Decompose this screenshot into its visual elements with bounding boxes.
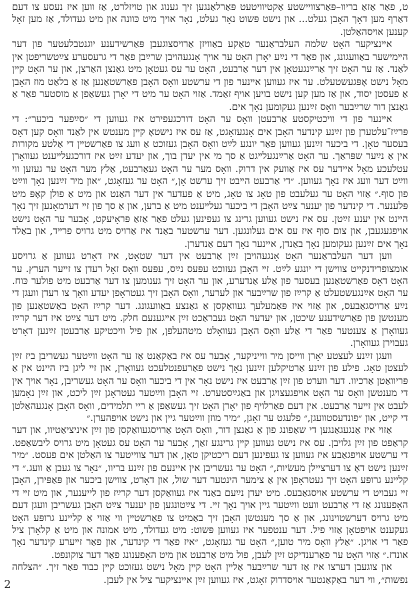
body-text-column bbox=[12, 2, 408, 587]
paragraph-4: ווען דער העלבראַנער האָט אָנגעהויבן זײַן אַרבעט אין דער שטאָט, איז דאָרט געווען אַ גרויסע אומצופרידנקייט צווישן די יונגע לײַט. זײ האָבן געזוכט עפּעס נײַס, עפּעס וואָס זאָל רעדן צו זײער הערץ. ער האָט דאָס פאַרשטאַנען בעסער פון אַלע אַנדערע, און ער האָט זיך גענומען צו דער אַרבעט מיט פולער כּוח. ער האָט אײַנגעשטעלט אַ קרײַז פון שרײַבער און לערער, וואָס האָבן זיך געטראָפן יעדע וואָך צו רעדן וועגן די נײַע אַרויסגאַבעס, און אַזוי איז פּאַמעלעך געוואַקסן אַ גאַנצע באַוועגונג. דער קרײַז האָט באַשטאַנען פון מענטשן פון פאַרשידענע שיכטן, און יעדער האָט געבראַכט זײַן אײגענעם חלק. מיט דער צײַט איז דער קרײַז געוואָרן אַ צענטער פאַר די אַלע וואָס האָבן געוואָלט מיטהעלפן, און פיל וויכטיקע אַרבעטן זײַנען דאָרט געבוירן געוואָרן. bbox=[12, 251, 408, 350]
paragraph-6: אַזוי איז אַנגעגאַנגען די שאַפונג פון אַ גאַנצן דור, וואָס האָט אַרויסגעוואַקסן פון זײַן איניציאַטיוו, און דער קראַפט פון זײַן גלויבן. עס איז נישט געווען קײן גרינגע זאַך, אָבער ער האָט עס געטאָן מיט גרויס ליבשאַפט. די ערשטע אויפגאַבע איז געווען צו געפינען דעם ריכטיקן טאָן, און דער צווייטער צו האַלטן אים פעסט. ״מיר זײַנען נישט דאָ צו דערציילן מעשׂיות,״ האָט ער געשריבן אין איינעם פון זײַנע בריוו, ״נאָר צו געבן אַ וועג.״ די קליינע גרופּע האָט זיך געטראָפן אין אַ צימער הינטער דער שול, און דאָרט, צווישן ביכער און פּאַפּירן, האָבן זײ געבויט די ערשטע אויסגאַבעס. מיט יעדן נײַעם באַנד איז געוואַקסן דער קרײַז פון לייענער, און מיט זײ די האָפענונג אַז די אַרבעט וועט ווײַטער גיין אויך נאָך זײ. די צײַטונגען פון יענער צײַט האָבן געשריבן וועגן דעם מיט גרויס דערשטוינונג, און אַ סך מענטשן האָבן זיך באַמיט צו פאַרשטײן ווי אַזוי אַ קליינע גרופּע האָט געקענט אויפטאָן אַזוי פיל. דער ענטפער איז געווען פּשוט: מיט געדולד, מיט אמונה און מיט אַ קלאָרן ציל פאַר די אויגן. ״אַלץ וואָס מיר טוען,״ האָט ער געזאָגט, ״איז פאַר די קינדער, און פאַר זײערע קינדער נאָך אונדז.״ אַזוי האָט ער פאַרענדיקט זײַן לעבן, פול מיט אַרבעט און מיט האָפענונג פאַר דער צוקונפט. bbox=[12, 425, 408, 561]
paragraph-3: אײנער פון די וויכטיקסטע אַרבעטן וואָס ער האָט דורכגעפירט איז געווען די ״סײַפער ביכער״: די פּרײַז־עלטערן פון זײַנע קינדער האָבן אים אָנגעזאָגט, אַז עס איז נישטאָ קײן מענטש אין לאַנד וואָס קען דאָס בעסער טאָן. די ביכער זײַנען געווען פאַר יונגע לײַט וואָס האָבן געזוכט אַ וועג צו פאַרשטײן די אַלטע מקורות אין אַ נײַער שפּראַך. ער האָט אַרײַנגעלײגט אַ סך מי אין יעדן בוך, און יעדע זײַט איז דורכגעלײענט געוואָרן עטלעכע מאָל איידער עס איז אַוועק אין דרוק. וואָס מער ער האָט געאַרבעט, אַלץ מער האָט ער געזען ווי ווײַט דער וועג איז נאָך געווען. ״די אַרבעט הײבט זיך ערשט אָן,״ האָט ער געזאָגט, ״און מיר זײַנען נאָך ווײַט פון סוף.״ אַזוי האָט ער געלעבט פון טאָג צו טאָג, מיט אַ פעדער אין דער האַנט און מיט אַ פולן קאָפּ מיט פּלענער. די קינדער פון יענער צײַט האָבן די ביכער געלײענט מיט אַ ברען, און אַ סך פון זײ דערמאָנען זיך נאָך היינט אין יענע זײַטן. עס איז נישט געווען גרינג צו געפינען געלט פאַר אַזאַ פּראָיעקט, אָבער ער האָט נישט אויפגעגעבן, און צום סוף איז עס אים געלונגען. דער ערשטער באַנד איז אַרויס מיט גרויס פרײד, און באַלד נאָך אים זײַנען געקומען נאָך באַנדן, איינער נאָך דעם אַנדערן. bbox=[12, 114, 408, 250]
paragraph-2: אײנציקער האָט שלמה העלבראַנער טאַקע באַוויזן אַרויסצוגעבן פּאַרשידענע יוגנטבלעטער פון דער הײמישער באַוועגונג, און פאַר די נײַע יאָרן האָט ער אויך אָנגעהויבן שרײַבן פאַר די גרעסערע צײַטשריפטן אין לאַנד. אַז ער האָט זיך אַרײַנגעטאָן אין דער אַרבעט, האָט ער עס געטאָן מיט גאַנצן האַרצן, און ער האָט קײן מאָל נישט אָפּגעשטעלט. ער איז געווען אײנער פון די ערשטע וואָס האָבן פאַרשטאַנען אַז אַ בלאַט מוז האָבן אַ פעסטן יסוד, און אַז מען קען נישט בויען אויף זאַמד. אַזוי האָט ער מיט די יאָרן געשאַפן אַ מוסטער פאַר אַ גאַנצן דור שרײַבער וואָס זײַנען געקומען נאָך אים. bbox=[12, 39, 408, 113]
page-number: 2 bbox=[4, 578, 11, 591]
paragraph-5: וועגן זײַנע לעצטע יאָרן ווייסן מיר ווייניקער, אָבער עס איז באַקאַנט אַז ער האָט ווײַטער געשריבן ביז זײַן לעצטן טאָג. פילע פון זײַנע אַרטיקלען זײַנען נאָך נישט פאַרעפנטלעכט געוואָרן, און זײ ליגן ביז היינט אין אַ פּריוואַטן אַרכיוו. דער ווערט פון זײַן אַרבעט איז נישט נאָר אין די ביכער וואָס ער האָט געשריבן, נאָר אויך אין די מענטשן וואָס ער האָט אויפגעצויגן און באַגײַסטערט. זײ האָבן ווײַטער געטראָגן זײַן ליכט, און זײַן נאָמען לעבט אין זײער אַרבעט. אין דעם פאַרלויף פון יאָרן האָט זיך געשאַפן אַ ריי תלמידים, וואָס האָבן אָנגעהאַלטן די קייט, און ״פונדעסטוועגן,״ פלעגט ער זאָגן, ״מיר מוזן ווײַטער גיין און נישט אויפהערן.״ bbox=[12, 350, 408, 424]
paragraph-7: און צוגעבן דערצו איז אַז דער שרײַבער אַלײן האָט קײן מאָל נישט געזוכט קײן כבוד פאַר זיך. ״הצלחה נפשות״, ווי דער באַקאַנטער אויסדרוק זאָגט, איז געווען זײַן איינציקער ציל אין לעבן. bbox=[12, 562, 408, 586]
paragraph-1: ט, פאַר אַזאַ בריוו–פּאַרצוויישטע אַקטיוויטעט פּאַרלאַנגען זיך גענוג און טויזלרט, אַז ווען איז נעסע צו דעם דאַרף מען דאָך האָבן געלט... און נישט פּשוט נאָר געלט, נאָר אויך מיט כּוונה און מיט געדולד, אַז מען זאָל קענען אויסהאַלטן. bbox=[12, 2, 408, 38]
